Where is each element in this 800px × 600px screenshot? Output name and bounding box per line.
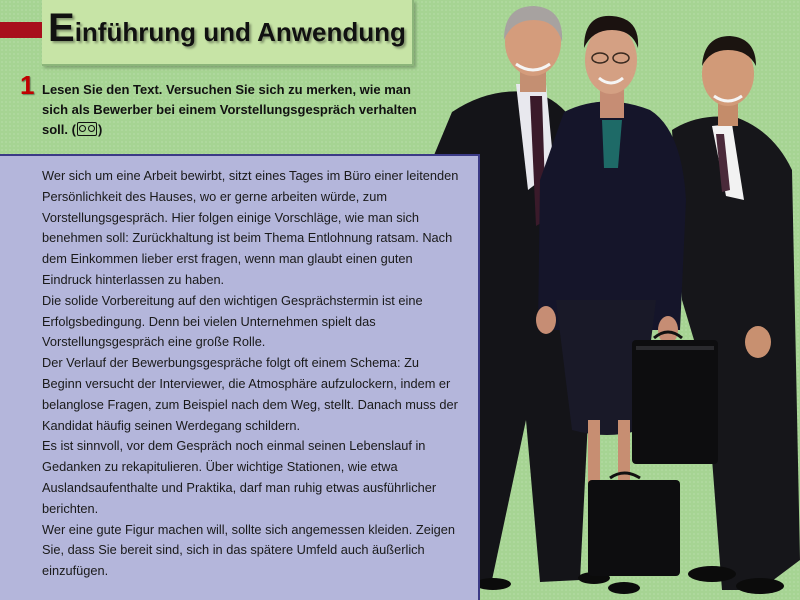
page-title — [48, 8, 406, 48]
reading-text — [42, 166, 462, 582]
title-accent-bar — [0, 22, 46, 38]
reading-text-panel — [0, 154, 480, 600]
paragraph: Wer eine gute Figur machen will, sollte sich angemessen kleiden. Zeigen Sie, dass Sie bereit sind, sich in das spätere Umfeld auch äußerlich einzufügen. — [42, 521, 456, 579]
paragraph: Der Verlauf der Bewerbungsgespräche folgt oft einem Schema: Zu Beginn versucht der Interviewer, die Atmosphäre aufzulockern, indem er belanglose Fragen, zum Beispiel nach dem Weg, stellt. Danach muss der Kandidat häufig seinen Werdegang schildern. — [42, 355, 458, 433]
title-banner — [42, 0, 414, 66]
task-instruction — [42, 80, 422, 140]
title-initial: E — [48, 6, 75, 50]
instruction-end: ) — [97, 122, 103, 137]
instruction-text: Lesen Sie den Text. Versuchen Sie sich zu merken, wie man sich als Bewerber bei einem Vorstellungsgespräch verhalten soll. ( — [42, 82, 417, 137]
paragraph: Es ist sinnvoll, vor dem Gespräch noch einmal seinen Lebenslauf in Gedanken zu rekapitulieren. Über wichtige Stationen, wie etwa Auslandsaufenthalte und Praktika, darf man ruhig etwas ausführlicher berichten. — [42, 438, 437, 516]
paragraph: Wer sich um eine Arbeit bewirbt, sitzt eines Tages im Büro einer leitenden Persönlichkeit des Hauses, wo er gerne arbeiten würde, zum Vorstellungsgespräch. Hier folgen einige Vorschläge, wie man sich benehmen soll: Zurückhaltung ist beim Thema Entlohnung ratsam. Nach dem Einkommen lieber erst fragen, wenn man glaubt einen guten Eindruck hinterlassen zu haben. — [42, 168, 459, 287]
briefcase-floor — [588, 473, 680, 576]
paragraph: Die solide Vorbereitung auf den wichtigen Gesprächstermin ist eine Erfolgsbedingung. Denn bei vielen Unternehmen spielt das Vorstellungsgespräch eine große Rolle. — [42, 292, 423, 350]
cassette-icon[interactable] — [77, 122, 97, 136]
title-rest: inführung und Anwendung — [74, 17, 406, 47]
task-number: 1 — [20, 70, 35, 100]
briefcase — [632, 332, 718, 464]
right-man-figure — [672, 36, 800, 594]
